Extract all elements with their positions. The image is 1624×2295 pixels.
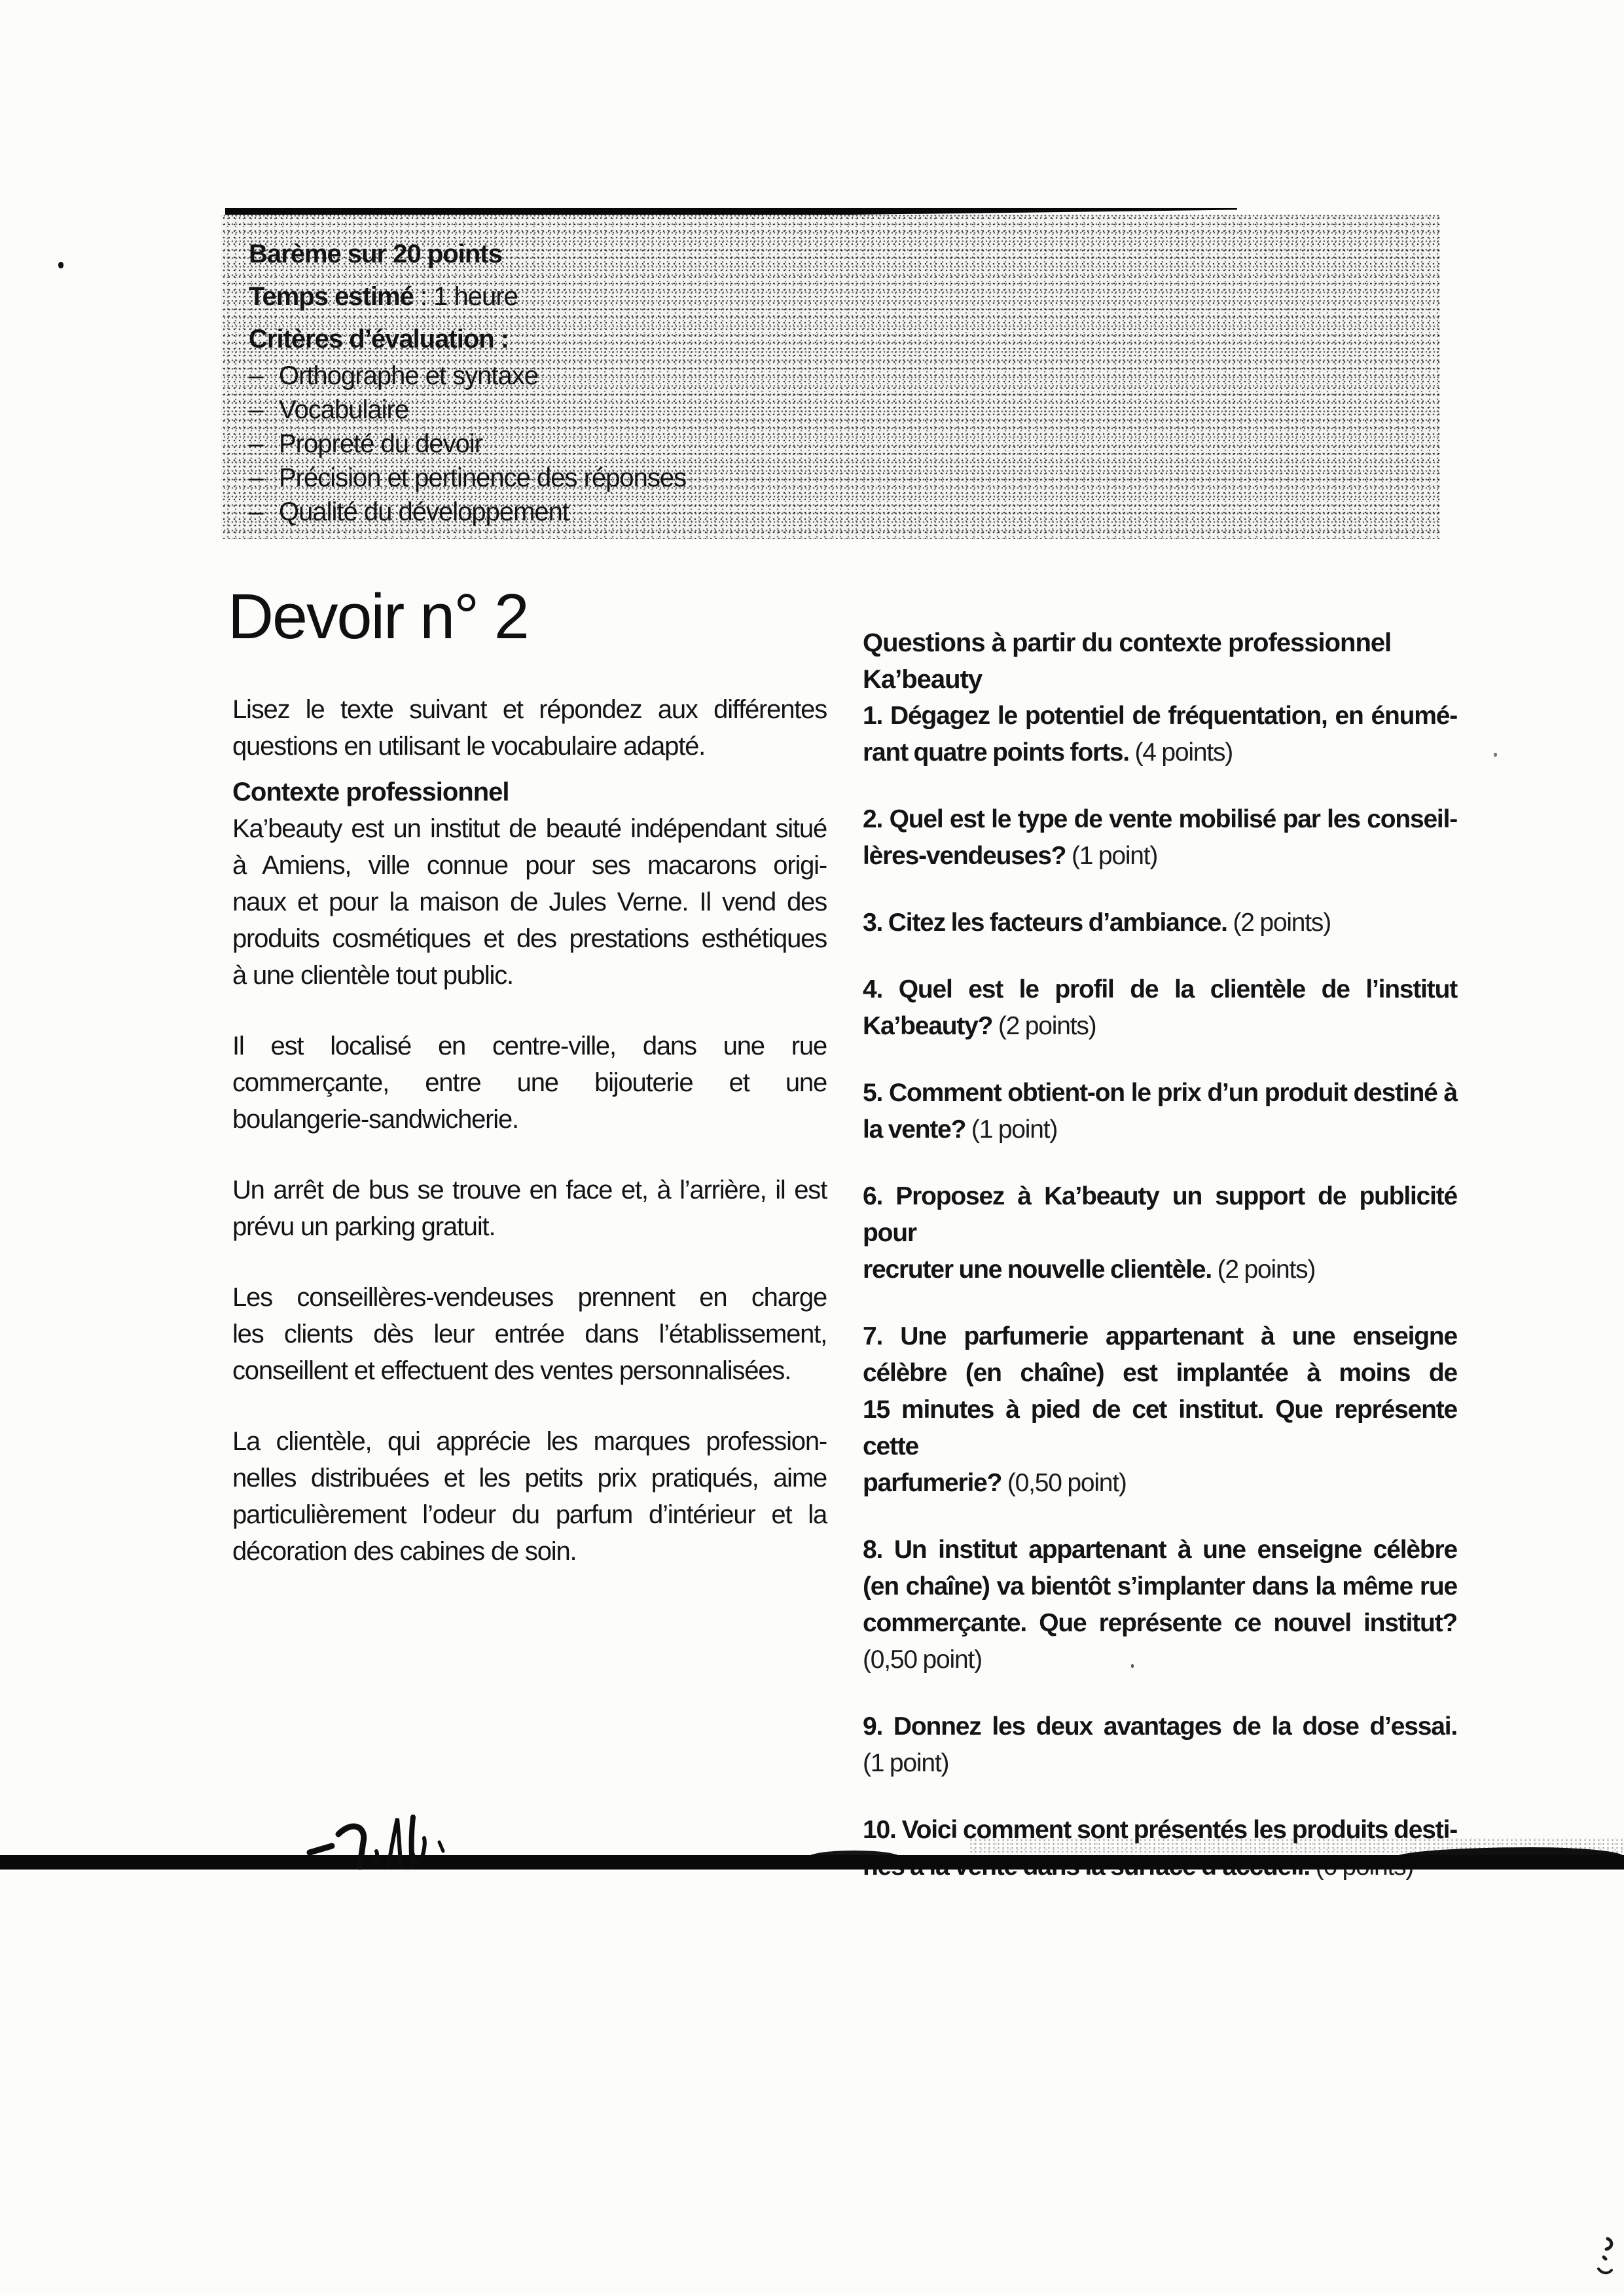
points-label: (4 points) [1134,738,1233,767]
question-text: recruter une nouvelle clientèle. [863,1256,1218,1284]
text-line: Lisez le texte suivant et répondez aux différentes [232,695,827,724]
text-line: Les conseillères-vendeuses prennent en charge [232,1283,827,1312]
text-line: commerçante. Que représente ce nouvel institut? [863,1609,1457,1637]
question-7 [863,1318,1457,1502]
text-line: La clientèle, qui apprécie les marques profession- [232,1427,827,1456]
text-line: 10. Voici comment sont présentés les produits desti- [863,1816,1457,1844]
points-label: (0,50 point) [863,1646,982,1674]
context-paragraph [232,1423,827,1570]
criteria-text: Précision et pertinence des réponses [279,463,687,492]
text-line: 5. Comment obtient-on le prix d’un produit destiné à [863,1079,1457,1107]
context-paragraph [232,810,827,994]
question-3 [863,905,1457,941]
criteria-label: Critères d’évaluation : [249,325,509,353]
text-line: particulièrement l’odeur du parfum d’intérieur et la [232,1500,827,1529]
text-line: 7. Une parfumerie appartenant à une enseigne [863,1322,1457,1350]
context-paragraph [232,1279,827,1389]
text-line [863,1008,1457,1045]
text-line [863,1252,1457,1288]
estimated-time [249,280,1414,314]
estimated-time-label: Temps estimé [249,282,414,311]
question-text: Ka’beauty? [863,1012,998,1040]
scan-artifact-bottom-bar [0,1855,1624,1870]
page-title: Devoir n° 2 [228,581,528,652]
left-column [232,691,827,1570]
text-line: les clients dès leur entrée dans l’établissement, [232,1320,827,1348]
question-9 [863,1708,1457,1782]
context-heading: Contexte professionnel [232,778,509,806]
questions-heading [863,624,1457,698]
text-line: Il est localisé en centre-ville, dans une rue [232,1032,827,1060]
text-line [863,734,1457,771]
text-line: 15 minutes à pied de cet institut. Que représente cette [863,1396,1457,1460]
text-line: conseillent et effectuent des ventes personnalisées. [232,1356,791,1385]
text-line: célèbre (en chaîne) est implantée à moins de [863,1359,1457,1387]
criteria-item [249,427,1414,461]
text-line: nelles distribuées et les petits prix pratiqués, aime [232,1464,827,1492]
intro-paragraph [232,691,827,765]
text-line: 6. Proposez à Ka’beauty un support de publicité pour [863,1182,1457,1247]
text-line [863,905,1457,941]
scoring-box-title: Barème sur 20 points [249,240,502,268]
criteria-text: Propreté du devoir [279,429,483,458]
points-label: (0,50 point) [1007,1469,1127,1497]
question-text: 3. Citez les facteurs d’ambiance. [863,909,1233,937]
criteria-text: Orthographe et syntaxe [279,361,539,390]
text-line: produits cosmétiques et des prestations esthétiques [232,924,827,953]
text-line: à une clientèle tout public. [232,961,513,990]
context-paragraphs [232,810,827,1570]
context-paragraph [232,1028,827,1138]
text-line: prévu un parking gratuit. [232,1212,496,1241]
right-column [863,624,1457,1885]
question-8 [863,1532,1457,1678]
criteria-item [249,393,1414,427]
questions-list [863,698,1457,1885]
question-5 [863,1075,1457,1148]
scan-speck [58,262,63,268]
dash-bullet: – [249,361,263,390]
text-line: Un arrêt de bus se trouve en face et, à l’arrière, il est [232,1176,827,1204]
text-line: à Amiens, ville connue pour ses macarons origi- [232,851,827,880]
criteria-item [249,359,1414,393]
points-label: (2 points) [1233,909,1331,937]
points-label: (1 point) [971,1115,1058,1144]
estimated-time-value: : 1 heure [413,282,518,311]
text-line: Ka’beauty est un institut de beauté indépendant situé [232,814,827,843]
criteria-list [249,359,1414,529]
criteria-item [249,461,1414,495]
text-line: questions en utilisant le vocabulaire adapté. [232,732,706,761]
points-label: (2 points) [1217,1256,1316,1284]
criteria-text: Qualité du développement [279,497,569,526]
text-line: 1. Dégagez le potentiel de fréquentation, en énumé- [863,702,1457,730]
text-line: 2. Quel est le type de vente mobilisé par les conseil- [863,805,1457,833]
question-2 [863,801,1457,875]
text-line: décoration des cabines de soin. [232,1537,577,1566]
dash-bullet: – [249,497,263,526]
points-label: (2 points) [998,1012,1096,1040]
text-line [863,1111,1457,1148]
question-4 [863,971,1457,1045]
scan-corner-mark [1589,2233,1621,2285]
scan-speck [1131,1664,1134,1668]
text-line: boulangerie-sandwicherie. [232,1105,518,1134]
question-text: parfumerie? [863,1469,1007,1497]
dash-bullet: – [249,395,263,424]
points-label: (1 point) [863,1749,949,1777]
question-6 [863,1178,1457,1288]
text-line [863,1465,1457,1502]
points-label: (1 point) [1071,842,1158,870]
text-line: (en chaîne) va bientôt s’implanter dans la même rue [863,1572,1457,1600]
text-line: commerçante, entre une bijouterie et une [232,1068,827,1097]
text-line: 9. Donnez les deux avantages de la dose d’essai. [863,1712,1457,1741]
text-line: 8. Un institut appartenant à une enseigne célèbre [863,1536,1457,1564]
question-text: lères-vendeuses? [863,842,1072,870]
text-line: Questions à partir du contexte professionnel [863,628,1392,657]
question-text: la vente? [863,1115,971,1144]
question-text: rant quatre points forts. [863,738,1135,767]
context-paragraph [232,1172,827,1245]
text-line: 4. Quel est le profil de la clientèle de l’institut [863,975,1457,1003]
criteria-item [249,495,1414,529]
question-1 [863,698,1457,771]
scoring-box [221,215,1440,539]
scan-speck [1494,753,1497,757]
criteria-text: Vocabulaire [279,395,409,424]
dash-bullet: – [249,463,263,492]
handwritten-scribble [298,1811,461,1871]
text-line: Ka’beauty [863,665,983,694]
text-line [863,838,1457,875]
text-line: naux et pour la maison de Jules Verne. Il vend des [232,888,827,916]
dash-bullet: – [249,429,263,458]
